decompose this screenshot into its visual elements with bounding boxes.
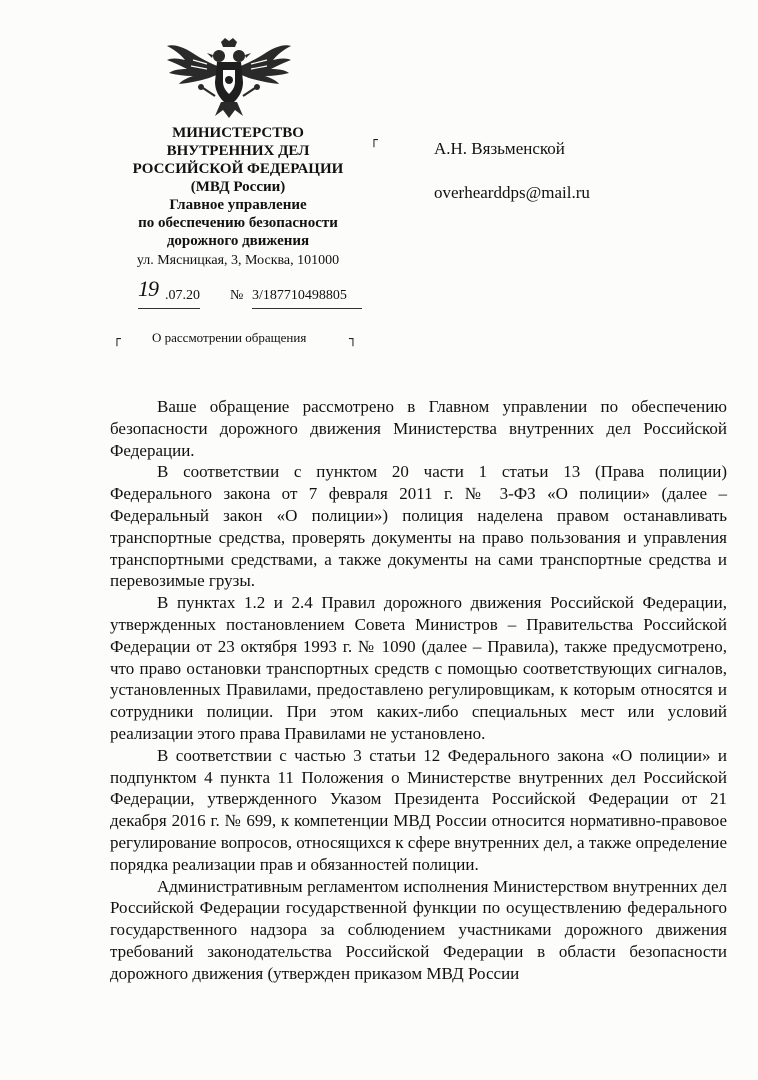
body-paragraph: В соответствии с частью 3 статьи 12 Федерального закона «О полиции» и подпунктом 4 пункта 11 Положения о Министерстве внутренних дел Российской Федерации, утвержденного Указом Президента Российской Федерации от 21 декабря 2016 г. № 699, к компетенции МВД России относится нормативно-правовое регулирование вопросов, относящихся к сфере внутренних дел, а также определение порядка реализации прав и обязанностей полиции. bbox=[110, 745, 727, 874]
body-paragraph: Ваше обращение рассмотрено в Главном управлении по обеспечению безопасности дорожного движения Министерства внутренних дел Российской Федерации. bbox=[110, 397, 727, 460]
subject-corner-mark-right: ┐ bbox=[349, 332, 357, 347]
recipient-block bbox=[434, 138, 590, 204]
department-name-line2: по обеспечению безопасности bbox=[138, 215, 338, 231]
handwritten-date-day: 19 bbox=[138, 276, 158, 301]
ministry-name-line1: МИНИСТЕРСТВО bbox=[172, 125, 304, 141]
double-headed-eagle-emblem bbox=[163, 36, 295, 120]
body-paragraph: В пунктах 1.2 и 2.4 Правил дорожного движения Российской Федерации, утвержденных постановлением Совета Министров – Правительства Российской Федерации от 23 октября 1993 г. № 1090 (далее – Правила), также предусмотрено, что право остановки транспортных средств с помощью соответствующих сигналов, установленных Правилами, предоставлено регулировщикам, к которым относятся и сотрудники полиции. При этом каких-либо специальных мест или условий реализации этого права Правилами не установлено. bbox=[110, 593, 727, 743]
number-sign: № bbox=[230, 288, 244, 303]
ministry-address: ул. Мясницкая, 3, Москва, 101000 bbox=[136, 253, 340, 268]
ministry-header bbox=[100, 124, 376, 270]
date-underline bbox=[138, 308, 200, 309]
recipient-name: А.Н. Вязьменской bbox=[434, 139, 565, 158]
ministry-name-line3: РОССИЙСКОЙ ФЕДЕРАЦИИ bbox=[132, 161, 344, 177]
number-underline bbox=[252, 308, 362, 309]
body-paragraph: В соответствии с пунктом 20 части 1 статьи 13 (Права полиции) Федерального закона от 7 февраля 2011 г. № 3-ФЗ «О полиции» (далее – Федеральный закон «О полиции») полиция наделена правом останавливать транспортные средства, проверять документы на право пользования и управления транспортными средствами, а также документы на сами транспортные средства и перевозимые грузы. bbox=[110, 462, 727, 591]
letter-subject: О рассмотрении обращения bbox=[152, 330, 307, 345]
letter-body bbox=[110, 396, 727, 985]
recipient-email: overhearddps@mail.ru bbox=[434, 183, 590, 202]
recipient-corner-mark: ┌ bbox=[370, 133, 378, 148]
department-name-line1: Главное управление bbox=[169, 197, 307, 213]
ministry-abbreviation: (МВД России) bbox=[190, 179, 286, 195]
date-printed: .07.20 bbox=[165, 288, 200, 303]
registration-line bbox=[138, 276, 364, 310]
body-paragraph: Административным регламентом исполнения Министерством внутренних дел Российской Федерации государственной функции по осуществлению федерального государственного надзора за соблюдением участниками дорожного движения требований законодательства Российской Федерации в области безопасности дорожного движения (утвержден приказом МВД России bbox=[110, 876, 727, 983]
registration-number: 3/187710498805 bbox=[252, 288, 347, 303]
department-name-line3: дорожного движения bbox=[166, 233, 310, 249]
ministry-name-line2: ВНУТРЕННИХ ДЕЛ bbox=[166, 143, 310, 159]
subject-corner-mark-left: ┌ bbox=[113, 332, 121, 347]
